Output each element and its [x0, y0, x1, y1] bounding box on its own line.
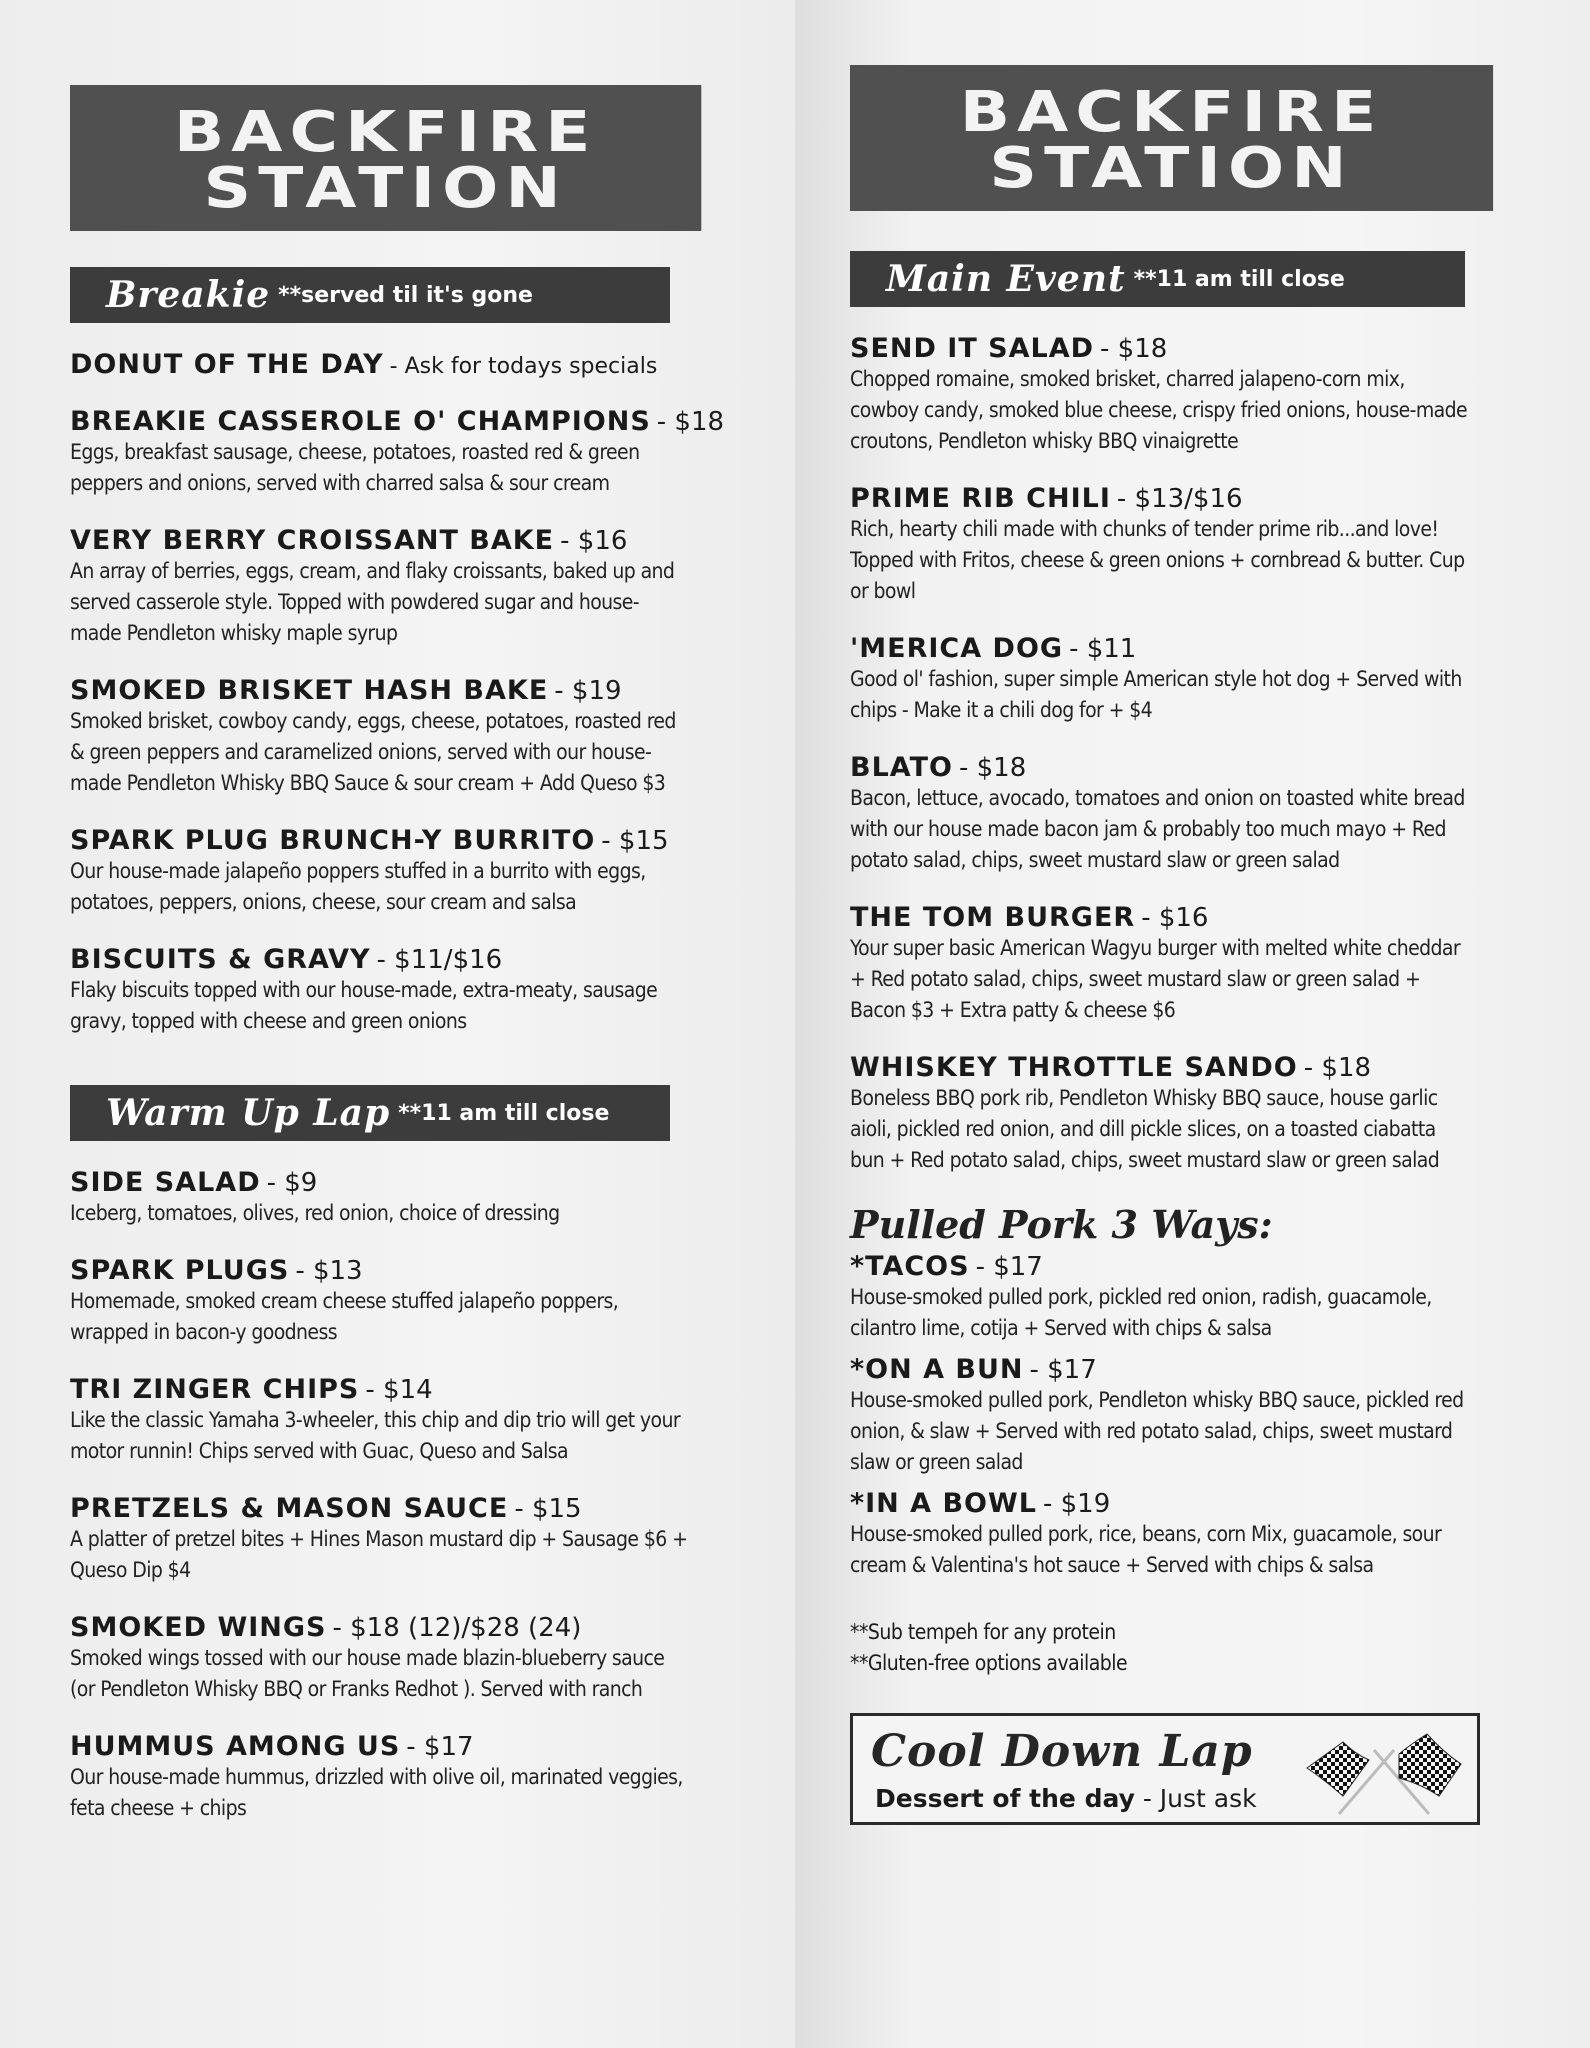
menu-item-price: - $18 (12)/$28 (24) — [332, 1613, 582, 1643]
note-line: **Sub tempeh for any protein — [850, 1620, 1116, 1644]
menu-item-name: *TACOS — [850, 1251, 970, 1282]
note-line: **Gluten-free options available — [850, 1651, 1128, 1675]
menu-item-name: DONUT OF THE DAY — [70, 349, 384, 380]
menu-item-name: BREAKIE CASSEROLE O' CHAMPIONS — [70, 406, 651, 437]
menu-item — [70, 1167, 690, 1229]
menu-item-name: HUMMUS AMONG US — [70, 1731, 401, 1762]
menu-item-price: - $11 — [1069, 634, 1137, 664]
menu-item-header — [850, 633, 1470, 664]
menu-item-header — [70, 1612, 690, 1643]
menu-item-description: Good ol' fashion, super simple American style hot dog + Served with chips - Make it a chili dog for + $4 — [850, 667, 1462, 722]
menu-item — [70, 1255, 690, 1348]
menu-item-header — [70, 944, 690, 975]
menu-item — [850, 1354, 1470, 1478]
menu-item-header — [70, 525, 690, 556]
dessert-line — [875, 1784, 1257, 1813]
menu-item — [850, 902, 1470, 1026]
menu-item-price: - $11/$16 — [376, 945, 503, 975]
menu-item-description: Eggs, breakfast sausage, cheese, potatoes, roasted red & green peppers and onions, served with charred salsa & sour cream — [70, 440, 640, 495]
menu-item-name: SPARK PLUGS — [70, 1255, 290, 1286]
menu-item-name: WHISKEY THROTTLE SANDO — [850, 1052, 1298, 1083]
menu-item-header — [850, 1052, 1470, 1083]
menu-item-description: Bacon, lettuce, avocado, tomatoes and onion on toasted white bread with our house made bacon jam & probably too much mayo + Red potato salad, chips, sweet mustard slaw or green salad — [850, 786, 1465, 872]
left-column — [70, 85, 725, 1824]
menu-item — [70, 406, 725, 499]
menu-item-description: Flaky biscuits topped with our house-made, extra-meaty, sausage gravy, topped with cheese and green onions — [70, 978, 658, 1033]
menu-item — [70, 944, 690, 1037]
menu-item-header — [70, 675, 690, 706]
menu-item-price: - $9 — [266, 1168, 318, 1198]
right-column — [850, 65, 1470, 1825]
menu-item-price: - $15 — [601, 826, 669, 856]
menu-item-price: - $13/$16 — [1116, 484, 1243, 514]
menu-item-description: House-smoked pulled pork, Pendleton whisky BBQ sauce, pickled red onion, & slaw + Served with red potato salad, chips, sweet mustard slaw or green salad — [850, 1388, 1464, 1474]
menu-item-name: SIDE SALAD — [70, 1167, 261, 1198]
menu-item — [850, 1488, 1470, 1581]
menu-item-header — [70, 1493, 690, 1524]
menu-item-description: Our house-made jalapeño poppers stuffed in a burrito with eggs, potatoes, peppers, onions, cheese, sour cream and salsa — [70, 859, 646, 914]
menu-item-name: VERY BERRY CROISSANT BAKE — [70, 525, 555, 556]
menu-item-name: *IN A BOWL — [850, 1488, 1037, 1519]
menu-item-header — [70, 1731, 690, 1762]
cool-down-title: Cool Down Lap — [871, 1726, 1253, 1777]
menu-item-name: THE TOM BURGER — [850, 902, 1136, 933]
menu-item-description: Rich, hearty chili made with chunks of tender prime rib...and love! Topped with Fritos, cheese & green onions + cornbread & butter. Cup or bowl — [850, 517, 1465, 603]
menu-item-price: - $16 — [560, 526, 628, 556]
menu-item-header — [850, 1488, 1470, 1519]
menu-item-header — [70, 825, 690, 856]
menu-item-header — [850, 902, 1470, 933]
menu-item-price: - $18 — [1303, 1053, 1372, 1083]
menu-item-description: A platter of pretzel bites + Hines Mason mustard dip + Sausage $6 + Queso Dip $4 — [70, 1527, 688, 1582]
dessert-note: - Just ask — [1142, 1784, 1257, 1813]
menu-item — [850, 333, 1470, 457]
menu-item-name: SMOKED WINGS — [70, 1612, 327, 1643]
menu-item-price: - $18 — [656, 407, 725, 437]
menu-item-name: SEND IT SALAD — [850, 333, 1095, 364]
menu-item-price: - $16 — [1141, 903, 1209, 933]
menu-item-header — [70, 1374, 690, 1405]
brand-line-1: BACKFIRE — [173, 100, 598, 165]
warmup-header — [70, 1085, 670, 1141]
menu-item-description: An array of berries, eggs, cream, and flaky croissants, baked up and served casserole style. Topped with powdered sugar and house-made Pendleton whisky maple syrup — [70, 559, 675, 645]
menu-item — [70, 349, 690, 380]
menu-item-price: - $14 — [365, 1375, 433, 1405]
menu-item-price: - $15 — [514, 1494, 582, 1524]
menu-item — [70, 525, 690, 649]
menu-item-description: Boneless BBQ pork rib, Pendleton Whisky BBQ sauce, house garlic aioli, pickled red onion, and dill pickle slices, on a toasted ciabatta bun + Red potato salad, chips, sweet mustard slaw or green salad — [850, 1086, 1440, 1172]
main-event-note: **11 am till close — [1133, 266, 1345, 292]
menu-item-header — [70, 1167, 690, 1198]
menu-item — [850, 1052, 1470, 1176]
brand-line-1: BACKFIRE — [959, 80, 1384, 145]
menu-item-description: Like the classic Yamaha 3-wheeler, this chip and dip trio will get your motor runnin! Chips served with Guac, Queso and Salsa — [70, 1408, 680, 1463]
menu-item-name: PRETZELS & MASON SAUCE — [70, 1493, 509, 1524]
brand-line-2: STATION — [989, 136, 1354, 201]
menu-item-price: - $13 — [295, 1256, 363, 1286]
menu-item-name: BLATO — [850, 752, 953, 783]
breakie-list — [70, 349, 725, 1037]
menu-item — [850, 633, 1470, 726]
menu-item-header — [70, 1255, 690, 1286]
brand-line-2: STATION — [203, 156, 568, 221]
menu-item-header — [850, 1251, 1470, 1282]
menu-item — [70, 1731, 690, 1824]
menu-item — [70, 825, 690, 918]
menu-item-description: Homemade, smoked cream cheese stuffed jalapeño poppers, wrapped in bacon-y goodness — [70, 1289, 619, 1344]
menu-item-description: Iceberg, tomatoes, olives, red onion, choice of dressing — [70, 1201, 560, 1225]
menu-item-name: *ON A BUN — [850, 1354, 1024, 1385]
menu-notes — [850, 1617, 1470, 1679]
menu-item-header — [70, 406, 725, 437]
menu-item — [850, 752, 1470, 876]
menu-item-name: 'MERICA DOG — [850, 633, 1064, 664]
menu-item-header — [70, 349, 690, 380]
warmup-title: Warm Up Lap — [106, 1092, 391, 1134]
menu-item — [850, 483, 1470, 607]
menu-item-header — [850, 333, 1470, 364]
brand-logo — [850, 65, 1493, 211]
menu-item-header — [850, 752, 1470, 783]
pulled-pork-title: Pulled Pork 3 Ways: — [850, 1202, 1273, 1247]
menu-item-price: - $17 — [406, 1732, 474, 1762]
main-event-header — [850, 251, 1465, 307]
breakie-note: **served til it's gone — [278, 282, 533, 308]
menu-item — [70, 1374, 690, 1467]
menu-item-price: - $19 — [1042, 1489, 1111, 1519]
menu-item-description: Chopped romaine, smoked brisket, charred jalapeno-corn mix, cowboy candy, smoked blue cheese, crispy fried onions, house-made croutons, Pendleton whisky BBQ vinaigrette — [850, 367, 1468, 453]
breakie-title: Breakie — [106, 274, 271, 316]
menu-item — [70, 675, 690, 799]
menu-item-description: Smoked wings tossed with our house made blazin-blueberry sauce (or Pendleton Whisky BBQ or Franks Redhot ). Served with ranch — [70, 1646, 665, 1701]
menu-item-description: Your super basic American Wagyu burger with melted white cheddar + Red potato salad, chips, sweet mustard slaw or green salad + Bacon $3 + Extra patty & cheese $6 — [850, 936, 1461, 1022]
pulled-pork-list — [850, 1251, 1470, 1581]
warmup-note: **11 am till close — [398, 1100, 610, 1126]
menu-item-price: - $18 — [958, 753, 1027, 783]
menu-item-name: PRIME RIB CHILI — [850, 483, 1111, 514]
menu-item — [70, 1493, 690, 1586]
menu-item-description: House-smoked pulled pork, pickled red onion, radish, guacamole, cilantro lime, cotija + Served with chips & salsa — [850, 1285, 1432, 1340]
menu-item-description: Smoked brisket, cowboy candy, eggs, cheese, potatoes, roasted red & green peppers and caramelized onions, served with our house-made Pendleton Whisky BBQ Sauce & sour cream + Add Queso $3 — [70, 709, 676, 795]
menu-item-price: - $17 — [1029, 1355, 1097, 1385]
dessert-label: Dessert of the day — [875, 1784, 1135, 1813]
brand-logo — [70, 85, 701, 231]
menu-item-header — [850, 483, 1470, 514]
menu-item-price: - $19 — [554, 676, 622, 706]
menu-item — [850, 1251, 1470, 1344]
warmup-list — [70, 1167, 690, 1824]
menu-item-price: - $18 — [1100, 334, 1168, 364]
cool-down-box — [850, 1713, 1480, 1825]
menu-item-name: SPARK PLUG BRUNCH-Y BURRITO — [70, 825, 596, 856]
main-event-title: Main Event — [886, 258, 1126, 300]
menu-item-name: TRI ZINGER CHIPS — [70, 1374, 360, 1405]
menu-item-header — [850, 1354, 1470, 1385]
checkered-flags-icon — [1299, 1730, 1469, 1816]
menu-item-price: - $17 — [975, 1252, 1043, 1282]
menu-item — [70, 1612, 690, 1705]
menu-item-price: - Ask for todays specials — [389, 354, 658, 379]
menu-item-name: SMOKED BRISKET HASH BAKE — [70, 675, 549, 706]
menu-page-right — [795, 0, 1590, 2048]
menu-item-description: House-smoked pulled pork, rice, beans, corn Mix, guacamole, sour cream & Valentina's hot sauce + Served with chips & salsa — [850, 1522, 1442, 1577]
main-event-list — [850, 333, 1470, 1176]
breakie-header — [70, 267, 670, 323]
menu-item-description: Our house-made hummus, drizzled with olive oil, marinated veggies, feta cheese + chips — [70, 1765, 683, 1820]
menu-item-name: BISCUITS & GRAVY — [70, 944, 371, 975]
